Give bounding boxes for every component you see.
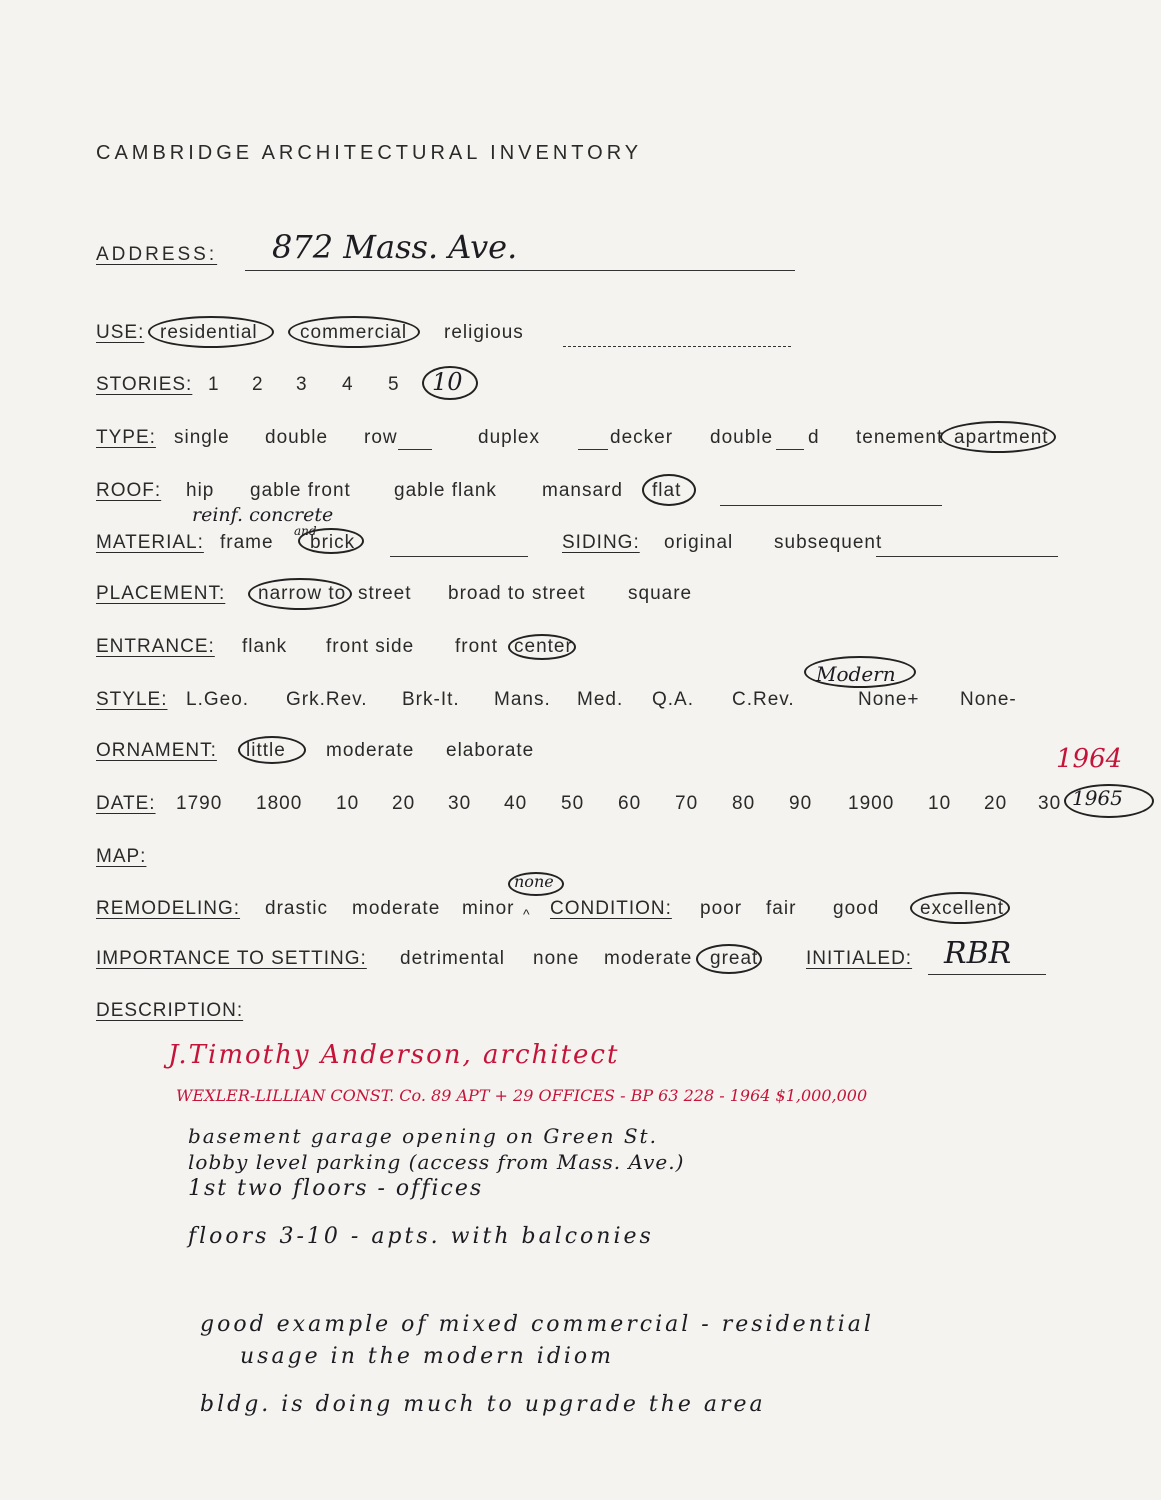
- roof-label: ROOF:: [96, 480, 162, 501]
- style-none-plus: None+: [858, 689, 920, 710]
- date-80: 80: [732, 793, 756, 814]
- condition-good: good: [833, 898, 880, 919]
- date-20: 20: [392, 793, 416, 814]
- style-mans: Mans.: [494, 689, 551, 710]
- circle-mark: [148, 316, 274, 348]
- description-line: usage in the modern idiom: [240, 1344, 615, 1369]
- stories-10: 10: [432, 368, 463, 396]
- type-tenement: tenement: [856, 427, 944, 448]
- placement-square: square: [628, 583, 693, 604]
- roof-gable-front: gable front: [250, 480, 351, 501]
- material-brick: brick: [310, 532, 356, 553]
- initialed-line: [928, 974, 1046, 975]
- use-commercial: commercial: [300, 322, 408, 343]
- circle-mark: [696, 944, 762, 974]
- ornament-little: little: [246, 740, 286, 761]
- stories-3: 3: [296, 374, 308, 395]
- date-40: 40: [504, 793, 528, 814]
- remodeling-drastic: drastic: [265, 898, 328, 919]
- material-annotation-and: and: [294, 524, 317, 538]
- stories-2: 2: [252, 374, 264, 395]
- date-1930: 30: [1038, 793, 1062, 814]
- siding-original: original: [664, 532, 734, 553]
- importance-label: IMPORTANCE TO SETTING:: [96, 948, 367, 969]
- description-line: 1st two floors - offices: [188, 1176, 484, 1201]
- blank-line: [876, 556, 1058, 557]
- date-1790: 1790: [176, 793, 223, 814]
- style-lgeo: L.Geo.: [186, 689, 250, 710]
- description-line: good example of mixed commercial - residential: [200, 1312, 874, 1337]
- importance-moderate: moderate: [604, 948, 693, 969]
- blank-line: [398, 449, 432, 450]
- type-single: single: [174, 427, 230, 448]
- style-crev: C.Rev.: [732, 689, 795, 710]
- roof-flat: flat: [652, 480, 682, 501]
- siding-subsequent: subsequent: [774, 532, 883, 553]
- type-apartment: apartment: [954, 427, 1049, 448]
- placement-label: PLACEMENT:: [96, 583, 226, 604]
- circle-mark: [422, 366, 478, 400]
- description-line: floors 3-10 - apts. with balconies: [188, 1224, 654, 1249]
- style-annotation: Modern: [816, 662, 896, 686]
- circle-mark: [642, 474, 696, 506]
- caret-mark: ^: [523, 906, 531, 922]
- description-label: DESCRIPTION:: [96, 1000, 244, 1021]
- type-double: double: [265, 427, 329, 448]
- ornament-label: ORNAMENT:: [96, 740, 217, 761]
- date-70: 70: [675, 793, 699, 814]
- entrance-label: ENTRANCE:: [96, 636, 215, 657]
- date-30: 30: [448, 793, 472, 814]
- use-residential: residential: [160, 322, 258, 343]
- type-row: row: [364, 427, 398, 448]
- initialed-value: RBR: [944, 936, 1012, 971]
- use-blank: [563, 346, 791, 347]
- circle-mark: [940, 421, 1056, 453]
- stories-5: 5: [388, 374, 400, 395]
- roof-hip: hip: [186, 480, 215, 501]
- importance-great: great: [710, 948, 759, 969]
- siding-label: SIDING:: [562, 532, 640, 553]
- address-label: ADDRESS:: [96, 244, 218, 265]
- style-med: Med.: [577, 689, 624, 710]
- type-double-d: double: [710, 427, 774, 448]
- initialed-label: INITIALED:: [806, 948, 913, 969]
- date-red-annotation: 1964: [1056, 744, 1123, 774]
- circle-mark: [508, 872, 564, 896]
- stories-1: 1: [208, 374, 220, 395]
- blank-line: [578, 449, 608, 450]
- stories-label: STORIES:: [96, 374, 193, 395]
- entrance-center: center: [514, 636, 573, 657]
- address-value: 872 Mass. Ave.: [272, 228, 518, 266]
- circle-mark: [248, 578, 352, 610]
- entrance-front-side: front side: [326, 636, 415, 657]
- condition-poor: poor: [700, 898, 743, 919]
- ornament-elaborate: elaborate: [446, 740, 535, 761]
- date-handwritten: 1965: [1072, 786, 1123, 810]
- use-label: USE:: [96, 322, 145, 343]
- description-architect: J.Timothy Anderson, architect: [168, 1040, 620, 1070]
- remodeling-minor: minor: [462, 898, 515, 919]
- placement-broad: broad to street: [448, 583, 586, 604]
- blank-line: [776, 449, 804, 450]
- remodeling-moderate: moderate: [352, 898, 441, 919]
- blank-line: [720, 505, 942, 506]
- circle-mark: [1064, 784, 1154, 818]
- condition-excellent: excellent: [920, 898, 1004, 919]
- style-none-minus: None-: [960, 689, 1017, 710]
- circle-mark: [910, 892, 1010, 924]
- condition-fair: fair: [766, 898, 797, 919]
- description-line: bldg. is doing much to upgrade the area: [200, 1392, 766, 1417]
- circle-mark: [804, 656, 916, 688]
- description-line: lobby level parking (access from Mass. Ave.): [188, 1150, 685, 1174]
- placement-street: street: [358, 583, 412, 604]
- type-duplex: duplex: [478, 427, 540, 448]
- remodeling-annotation: none: [514, 872, 554, 891]
- type-decker: decker: [610, 427, 674, 448]
- style-qa: Q.A.: [652, 689, 695, 710]
- date-90: 90: [789, 793, 813, 814]
- importance-none: none: [533, 948, 580, 969]
- placement-narrow: narrow to: [258, 583, 347, 604]
- type-label: TYPE:: [96, 427, 156, 448]
- map-label: MAP:: [96, 846, 147, 867]
- material-label: MATERIAL:: [96, 532, 204, 553]
- material-annotation: reinf. concrete: [192, 504, 334, 526]
- circle-mark: [508, 634, 576, 660]
- style-label: STYLE:: [96, 689, 168, 710]
- importance-detrimental: detrimental: [400, 948, 505, 969]
- description-builder: WEXLER-LILLIAN CONST. Co. 89 APT + 29 OFFICES - BP 63 228 - 1964 $1,000,000: [176, 1086, 868, 1105]
- date-50: 50: [561, 793, 585, 814]
- condition-label: CONDITION:: [550, 898, 672, 919]
- circle-mark: [238, 736, 306, 764]
- ornament-moderate: moderate: [326, 740, 415, 761]
- circle-mark: [298, 528, 364, 554]
- date-10: 10: [336, 793, 360, 814]
- remodeling-label: REMODELING:: [96, 898, 241, 919]
- date-1920: 20: [984, 793, 1008, 814]
- date-1800: 1800: [256, 793, 303, 814]
- style-grkrev: Grk.Rev.: [286, 689, 368, 710]
- address-line: [245, 270, 795, 271]
- date-1900: 1900: [848, 793, 895, 814]
- date-60: 60: [618, 793, 642, 814]
- style-brkit: Brk-It.: [402, 689, 460, 710]
- entrance-flank: flank: [242, 636, 288, 657]
- form-title: CAMBRIDGE ARCHITECTURAL INVENTORY: [96, 142, 643, 164]
- material-frame: frame: [220, 532, 274, 553]
- date-1910: 10: [928, 793, 952, 814]
- roof-mansard: mansard: [542, 480, 623, 501]
- entrance-front: front: [455, 636, 499, 657]
- roof-gable-flank: gable flank: [394, 480, 497, 501]
- use-religious: religious: [444, 322, 524, 343]
- stories-4: 4: [342, 374, 354, 395]
- type-d: d: [808, 427, 820, 448]
- circle-mark: [288, 316, 420, 348]
- blank-line: [390, 556, 528, 557]
- date-label: DATE:: [96, 793, 156, 814]
- description-line: basement garage opening on Green St.: [188, 1124, 658, 1148]
